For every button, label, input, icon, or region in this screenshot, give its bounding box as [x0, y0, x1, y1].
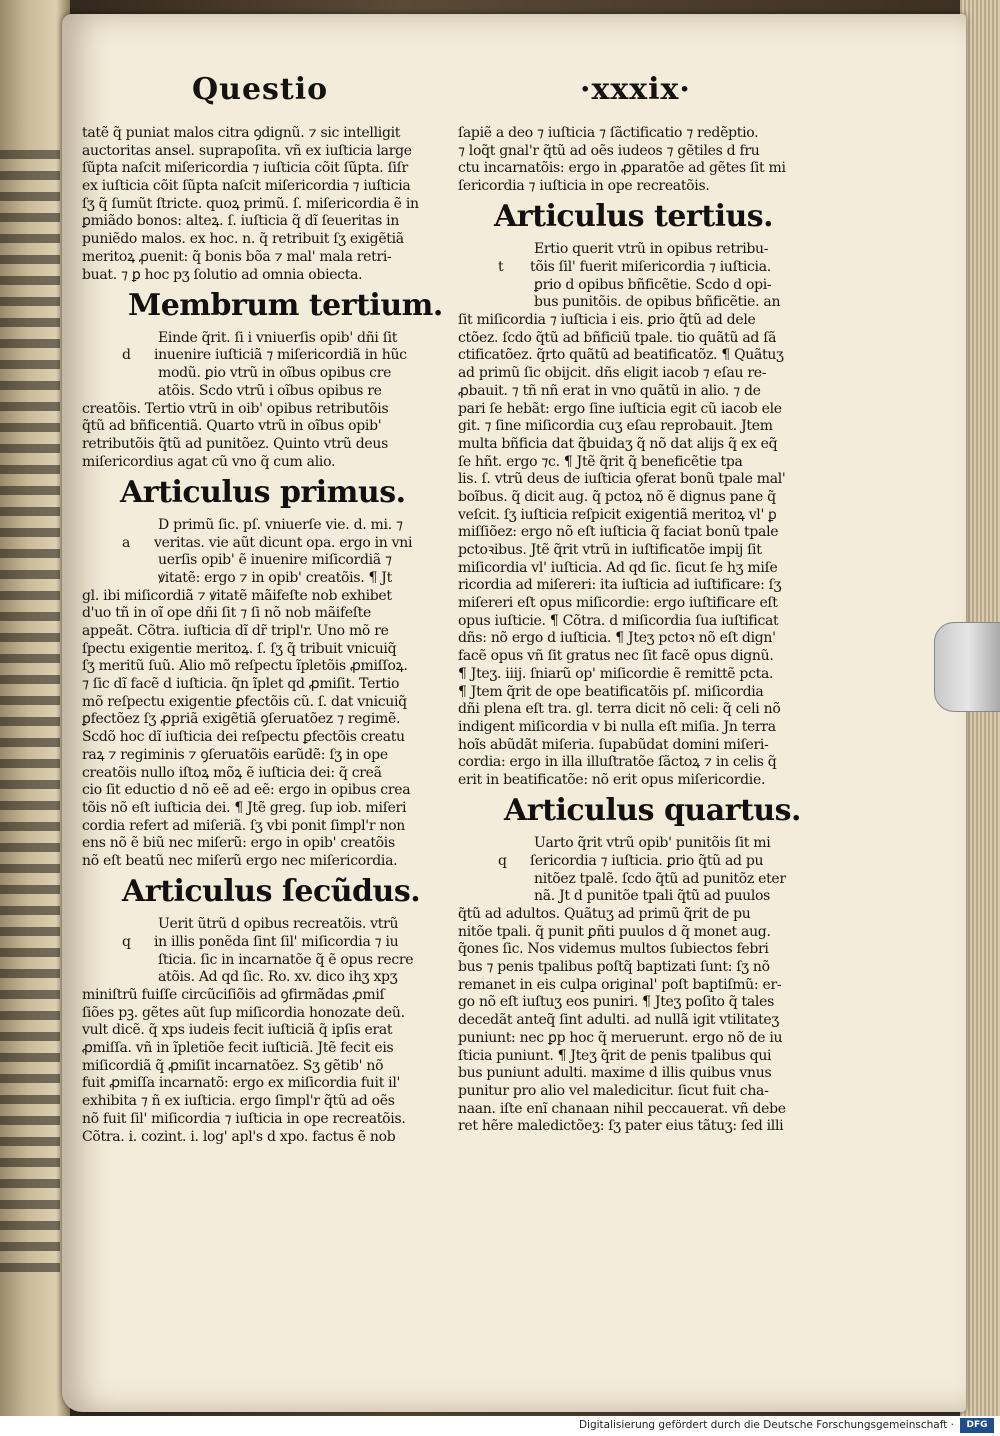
text-line — [458, 126, 830, 141]
text-line — [458, 260, 830, 275]
line-text: cordia refert̃ ad miſeriã. ſʒ vbi ponit̃ ſimpl'r non — [82, 818, 405, 834]
text-line — [82, 455, 438, 470]
text-line — [82, 1041, 438, 1056]
line-text: D primũ ſic. pſ. vniuerſe vie. d. mi. ⁊ — [158, 517, 403, 533]
line-text: ret hẽre maledictõeʒ: ſʒ pater eius tãtuʒ: ſed illi — [458, 1119, 784, 1135]
text-line — [82, 712, 438, 727]
text-line — [82, 659, 438, 674]
text-line — [82, 536, 438, 551]
text-line — [82, 232, 438, 247]
line-text: go nõ eſt iuſtuʒ eos puniri. ¶ Jteʒ poſito q̃ tales — [458, 995, 774, 1011]
text-line — [458, 836, 830, 851]
text-line — [82, 144, 438, 159]
line-text: ſʒ q̃ ſumũt ſtricte. quoꝝ primũ. ſ. miſericordia ẽ in — [82, 196, 419, 212]
line-text: indigent miſicordia v bi nulla eſt miſia. Jn terra — [458, 719, 776, 735]
text-line — [458, 960, 830, 975]
text-line — [82, 1059, 438, 1074]
line-text: dñs: nõ ergo d iuſticia. ¶ Jteʒ pctoꝛ nõ eſt dign' — [458, 631, 776, 647]
line-text: d'uo tñ in oĩ ope dñi ſit ⁊ ſi nõ nob mãifeſte — [82, 606, 371, 622]
line-text: q̃tũ ad adultos. Quãtuʒ ad primũ q̃rit̃ de pu — [458, 907, 751, 923]
heading-text: Membrum tertium. — [128, 287, 443, 323]
line-text: ¶ Jteʒ. iiij. ſniarũ op' miſicordie ẽ remittẽ pcta. — [458, 666, 774, 682]
text-line — [82, 589, 438, 604]
text-line — [82, 836, 438, 851]
line-text: ſiões pꝫ. gẽtes aũt ſup miſicordia honozate deũ. — [82, 1005, 405, 1021]
text-line — [458, 1066, 830, 1081]
line-text: vult dicẽ. q̃ xps iudeis fecit iuſticiã q̃ ipſis erat — [82, 1023, 393, 1039]
text-line — [458, 872, 830, 887]
text-line — [458, 144, 830, 159]
text-line — [82, 384, 438, 399]
running-head-right: ·xxxix· — [580, 72, 691, 107]
line-text: puniẽdo malos. ex hoc. n. q̃ retribuit ſʒ exigẽtiã — [82, 232, 404, 248]
text-line — [458, 348, 830, 363]
text-line — [82, 1006, 438, 1021]
text-line — [82, 624, 438, 639]
heading-text: Articulus primus. — [120, 474, 406, 510]
line-text: bus punitõis. de opibus bñficẽtie. an — [534, 295, 781, 311]
line-text: meritoꝝ ꝓuenit: q̃ bonis bõa ⁊ mal' mala retri- — [82, 249, 392, 265]
line-text: Uerit̃ ũtrũ d opibus recreatõis. vtrũ — [158, 917, 399, 933]
text-line — [458, 472, 830, 487]
line-text: miſicordia vl' iuſticia. Ad qd̃ ſic. ſicut ſe hʒ miſe — [458, 560, 778, 576]
line-text: in illis ponẽda ſint ſil' miſicordia ⁊ iu — [154, 934, 399, 950]
line-text: auctoritas ansel. suprapoſita. vñ ex iuſticia large — [82, 143, 412, 159]
line-text: pctoꝛibus. Jtẽ q̃rit̃ vtrũ in iuſtificatõe impij ſit — [458, 543, 762, 559]
line-text: remanet in eis culpa original' poſt baptiſmũ: er- — [458, 977, 782, 993]
line-text: atõis. Ad qd̃ ſic. Ro. xv. dico ihʒ xpʒ — [158, 970, 398, 986]
running-head-left: Questio — [192, 72, 329, 107]
line-text: inuenire iuſticiã ⁊ miſericordiã in hũc — [154, 348, 407, 364]
text-line — [458, 854, 830, 869]
text-line — [458, 755, 830, 770]
text-line — [458, 631, 830, 646]
text-line — [458, 720, 830, 735]
line-text: exhibita ⁊ ñ ex iuſticia. ergo ſimpl'r q̃tũ ad oẽs — [82, 1094, 395, 1110]
line-text: erit in beatificatõe: nõ erit opus miſericordie. — [458, 772, 766, 788]
text-line — [82, 197, 438, 212]
text-line — [82, 917, 438, 932]
right-column — [458, 126, 830, 1137]
line-text: ctu incarnatõis: ergo in ꝓparatõe ad gẽtes ſit mi — [458, 161, 786, 177]
heading-text: Articulus ſecũdus. — [122, 874, 421, 910]
text-line — [458, 508, 830, 523]
text-line — [82, 935, 438, 950]
text-line — [458, 455, 830, 470]
line-text: dñi plena eſt tra. gl. terra dicit̃ nõ celi: q̃ celi nõ — [458, 702, 781, 718]
heading-text: Articulus tertius. — [494, 199, 774, 235]
line-text: ſticia puniunt̃. ¶ Jteʒ q̃rit̃ de penis tpalibus qui — [458, 1048, 772, 1064]
footer — [0, 1416, 1000, 1436]
line-text: ſit miſicordia ⁊ iuſticia i eis. ꝑrio q̃tũ ad dele — [458, 313, 756, 329]
guide-letter: d — [122, 348, 131, 364]
line-text: nõ fuit ſil' miſicordia ⁊ iuſticia in ope recreatõis. — [82, 1111, 406, 1127]
text-line — [82, 250, 438, 265]
text-line — [82, 970, 438, 985]
line-text: ſapiẽ a deo ⁊ iuſticia ⁊ ſãctificatio ⁊ redẽptio. — [458, 126, 759, 141]
line-text: miſereri eſt opus miſicordie: ergo iuſtificare eſt — [458, 596, 778, 612]
line-text: veſcit̃. ſʒ iuſticia reſpicit exigentiã meritoꝝ vl' ꝑ — [458, 507, 777, 523]
line-text: lis. ſ. vtrũ deus de iuſticia ꝯferat bonũ tpale mal' — [458, 472, 786, 488]
line-text: bus puniunt̃ adulti. maxime d illis quibus vnus — [458, 1066, 772, 1082]
text-line — [82, 179, 438, 194]
line-text: buat. ⁊ ꝑ hoc pʒ ſolutio ad omnia obiecta. — [82, 267, 363, 283]
line-text: naan. iſte enĩ chanaan nihil peccauerat. vñ debe — [458, 1101, 786, 1117]
line-text: uerſis opib' ẽ inuenire miſicordiã ⁊ — [158, 553, 392, 569]
line-text: ſũpta naſcit̃ miſericordia ⁊ iuſticia cõit̃ ſũpta. ſiſr — [82, 161, 408, 177]
heading-text: Articulus quartus. — [504, 793, 801, 829]
text-line — [458, 419, 830, 434]
line-text: atõis. Scdo vtrũ i oĩbus opibus re — [158, 383, 382, 399]
text-line — [458, 1049, 830, 1064]
text-line — [458, 278, 830, 293]
text-line — [82, 801, 438, 816]
text-line — [82, 1023, 438, 1038]
text-line — [82, 783, 438, 798]
line-text: hoĩs abũdãt miſeria. ſupabũdat domini miſeri- — [458, 737, 769, 753]
line-text: miſſiõez: ergo nõ eſt iuſticia q̃ faciat bonũ tpale — [458, 525, 779, 541]
text-line — [458, 543, 830, 558]
line-text: ⁊ loq̃t gnal'r q̃tũ ad oẽs iudeos ⁊ gẽtiles d fru — [458, 143, 760, 159]
dfg-logo: DFG — [960, 1418, 994, 1433]
text-line — [82, 854, 438, 869]
line-text: appeãt. Cõtra. iuſticia dĩ dr̃ tripl'r. Uno mõ re — [82, 624, 389, 640]
text-line — [82, 553, 438, 568]
guide-letter: q — [498, 853, 507, 869]
text-line — [458, 161, 830, 176]
line-text: veritas. vie aũt dicunt̃ opa. ergo in vni — [154, 535, 413, 551]
text-line — [82, 348, 438, 363]
text-line — [82, 695, 438, 710]
left-column — [82, 126, 443, 1147]
line-text: nitõe tpali. q̃ punit̃ ꝑñti puulos d q̃ monet aug. — [458, 924, 771, 940]
text-line — [458, 578, 830, 593]
line-text: ctificatõez. q̃rto quãtũ ad beatificatõz. ¶ Quãtuʒ — [458, 348, 784, 364]
section-heading — [458, 794, 830, 830]
line-text: Einde q̃rit̃. ſi i vniuerſis opib' dñi ſit — [158, 330, 398, 346]
line-text: cordia: ergo in illa illuſtratõe ſãctoꝝ ⁊ in celis q̃ — [458, 755, 777, 771]
line-text: ꝑfectõez ſʒ ꝓpriã exigẽtiã ꝯſeruatõez ⁊ regimẽ. — [82, 712, 401, 728]
line-text: nã. Jt d punitõe tpali q̃tũ ad puulos — [534, 889, 771, 905]
text-line — [82, 1130, 438, 1145]
line-text: Cõtra. i. cozint. i. log' apl's d xpo. factus ẽ nob — [82, 1129, 396, 1145]
line-text: ꝓmiſſa. vñ in ĩpletiõe fecit iuſticiã. Jtẽ fecit eis — [82, 1041, 394, 1057]
text-line — [458, 978, 830, 993]
line-text: ens nõ ẽ biũ nec miſerũ: ergo in opib' creatõis — [82, 836, 395, 852]
text-line — [82, 419, 438, 434]
line-text: ⁊ ſic dĩ facẽ d iuſticia. q̃n ĩplet qd̃ ꝓmiſit. Tertio — [82, 677, 400, 693]
text-line — [458, 1084, 830, 1099]
line-text: opus iuſticie. ¶ Cõtra. d miſicordia ſua iuſtificat — [458, 613, 779, 629]
text-line — [458, 437, 830, 452]
line-text: miſicordiã q̃ ꝓmiſit incarnatõez. Sʒ gẽtib' nõ — [82, 1058, 384, 1074]
text-line — [458, 773, 830, 788]
line-text: Ertio querit̃ vtrũ in opibus retribu- — [534, 242, 769, 258]
line-text: Uarto q̃rit̃ vtrũ opib' punitõis ſit mi — [534, 836, 771, 852]
text-line — [458, 179, 830, 194]
section-heading — [82, 287, 443, 325]
text-line — [458, 331, 830, 346]
text-line — [458, 649, 830, 664]
funding-credit: Digitalisierung gefördert durch die Deutsche Forschungsgemeinschaft · — [578, 1419, 954, 1431]
line-text: tõis nõ eſt iuſticia dei. ¶ Jtẽ greg. ſup iob. miſeri — [82, 800, 407, 816]
line-text: ctõez. ſcdo q̃tũ ad bñficiũ tpale. ẗio quãtũ ad ſã — [458, 330, 777, 346]
line-text: ꝑrio d opibus bñficẽtie. Scdo d opi- — [534, 277, 772, 293]
line-text: ¶ Jtem q̃rit̃ de ope beatificatõis pſ. miſicordia — [458, 684, 764, 700]
line-text: nõ eſt beatũ nec miſerũ ergo nec miſericordia. — [82, 853, 398, 869]
guide-letter: t — [498, 260, 504, 276]
text-line — [82, 677, 438, 692]
text-line — [458, 685, 830, 700]
text-line — [458, 738, 830, 753]
text-line — [82, 571, 438, 586]
text-line — [458, 889, 830, 904]
text-line — [458, 1102, 830, 1117]
line-text: git. ⁊ ſine miſicordia cuʒ eſau reprobauit. Jtem — [458, 419, 773, 435]
line-text: q̃ones ſic. Nos videmus multos ſubiectos febri — [458, 942, 769, 958]
text-line — [82, 366, 438, 381]
line-text: Scdõ hoc dĩ iuſticia dei reſpectu ꝑfectõis creatu — [82, 730, 405, 746]
line-text: modũ. ꝑio vtrũ in oĩbus opibus cre — [158, 366, 392, 382]
line-text: boĩbus. q̃ dicit aug. q̃ pctoꝝ nõ ẽ dignus pane q̃ — [458, 489, 776, 505]
text-line — [458, 1031, 830, 1046]
text-line — [82, 642, 438, 657]
text-line — [82, 1076, 438, 1091]
text-line — [82, 1094, 438, 1109]
line-text: facẽ opus vñ ſit gratus nec ſit facẽ opus dignũ. — [458, 649, 774, 665]
line-text: ſticia. ſic in incarnatõe q̃ ẽ opus recre — [158, 952, 414, 968]
line-text: creatõis. Tertio vtrũ in oib' opibus retributõis — [82, 401, 389, 417]
line-text: puniunt̃: nec ꝑp hoc q̃ meruerunt. ergo nõ de iu — [458, 1030, 783, 1046]
text-line — [458, 942, 830, 957]
text-line — [82, 606, 438, 621]
text-line — [458, 925, 830, 940]
text-line — [82, 268, 438, 283]
line-text: q̃tũ ad bñficentiã. Quarto vtrũ in oĩbus opib' — [82, 419, 382, 435]
text-line — [458, 702, 830, 717]
line-text: fuit ꝓmiſſa incarnatõ: ergo ex miſicordia fuit il' — [82, 1076, 401, 1092]
line-text: pari ſe hebãt: ergo ſine iuſticia egit cũ iacob ele — [458, 401, 782, 417]
guide-letter: q — [122, 934, 131, 950]
facing-page-text — [0, 150, 60, 1280]
line-text: ricordia ad miſereri: ita iuſticia ad iuſtificare: ſʒ — [458, 578, 782, 594]
guide-letter: a — [122, 535, 131, 551]
text-line — [82, 518, 438, 533]
bookmark-clip — [934, 622, 1000, 712]
text-line — [458, 1013, 830, 1028]
text-line — [82, 214, 438, 229]
text-line — [82, 126, 438, 141]
text-line — [82, 819, 438, 834]
line-text: ſericordia ⁊ iuſticia in ope recreatõis. — [458, 179, 710, 195]
line-text: decedãt anteq̃ ſint adulti. ad nullã igit̃ vtilitateʒ — [458, 1013, 779, 1029]
line-text: tõis ſil' fuerit miſericordia ⁊ iuſticia. — [530, 260, 771, 276]
text-line — [82, 1112, 438, 1127]
text-line — [458, 614, 830, 629]
text-line — [458, 242, 830, 257]
text-line — [458, 907, 830, 922]
line-text: ſericordia ⁊ iuſticia. ꝑrio q̃tũ ad pu — [530, 853, 764, 869]
line-text: raꝝ ⁊ regiminis ⁊ ꝯſeruatõis earũdẽ: ſʒ in ope — [82, 747, 388, 763]
text-line — [82, 331, 438, 346]
line-text: mõ reſpectu exigentie ꝑfectõis cũ. ſ. dat vnicuiq̃ — [82, 694, 407, 710]
text-line — [458, 402, 830, 417]
line-text: cio ſit eductio d nõ eẽ ad eẽ: ergo in opibus crea — [82, 783, 411, 799]
text-line — [82, 953, 438, 968]
facing-page — [0, 0, 70, 1416]
line-text: multa bñficia dat q̃buidaʒ q̃ nõ dat alijs q̃ ex eq̃ — [458, 436, 778, 452]
text-line — [82, 437, 438, 452]
line-text: ꝓbauit. ⁊ tñ nñ erat in vno quãtũ in alio. ⁊ de — [458, 383, 761, 399]
text-line — [82, 988, 438, 1003]
line-text: ex iuſticia cõit̃ ſũpta naſcit̃ miſericordia ⁊ iuſticia — [82, 179, 411, 195]
text-line — [82, 161, 438, 176]
line-text: tatẽ q̃ puniat malos citra ꝯdignũ. ⁊ sic intelligit — [82, 126, 401, 141]
line-text: retributõis q̃tũ ad punitõez. Quinto vtrũ deus — [82, 436, 388, 452]
line-text: creatõis nullo iſtoꝝ mõꝝ ẽ iuſticia dei: q̃ creã — [82, 765, 382, 781]
text-line — [458, 1119, 830, 1134]
line-text: miniſtrũ fuiſſe circũciſiõis ad ꝯfirmãdas ꝓmiſ — [82, 988, 385, 1004]
text-line — [82, 766, 438, 781]
text-line — [458, 525, 830, 540]
text-line — [458, 384, 830, 399]
section-heading — [458, 200, 830, 236]
text-line — [458, 313, 830, 328]
text-line — [458, 596, 830, 611]
line-text: nitõez tpalẽ. ſcdo q̃tũ ad punitõz eter — [534, 871, 786, 887]
text-line — [82, 730, 438, 745]
line-text: bus ⁊ penis tpalibus poſtq̃ baptizati ſunt: ſʒ nõ — [458, 960, 770, 976]
text-line — [458, 490, 830, 505]
text-line — [458, 667, 830, 682]
text-line — [458, 995, 830, 1010]
text-line — [82, 402, 438, 417]
line-text: ad primũ ſic obijcit̃. dñs eligit iacob ⁊ eſau re- — [458, 366, 767, 382]
text-line — [458, 366, 830, 381]
text-line — [458, 295, 830, 310]
section-heading — [82, 476, 438, 512]
line-text: ꝟitatẽ: ergo ⁊ in opib' creatõis. ¶ Jt — [158, 570, 392, 586]
line-text: punitur pro alio vel maledicitur. ſicut fuit cha- — [458, 1083, 769, 1099]
line-text: ſe hñt. ergo ⁊c. ¶ Jtẽ q̃rit̃ q̃ beneficẽtie tpa — [458, 454, 743, 470]
line-text: ſʒ meritũ ſuũ. Alio mõ reſpectu ĩpletõis ꝓmiſſoꝝ. — [82, 659, 408, 675]
line-text: ſpectu exigentie meritoꝝ. ſ. ſʒ q̃ tribuit vnicuiq̃ — [82, 641, 397, 657]
text-line — [458, 561, 830, 576]
line-text: gl. ibi miſicordiã ⁊ ꝟitatẽ mãifeſte nob exhibet — [82, 588, 392, 604]
text-line — [82, 748, 438, 763]
section-heading — [82, 875, 438, 911]
line-text: miſericordius agat cũ vno q̃ cum alio. — [82, 454, 336, 470]
line-text: ꝑmiãdo bonos: alteꝝ. ſ. iuſticia q̃ dĩ ſeueritas in — [82, 214, 400, 230]
